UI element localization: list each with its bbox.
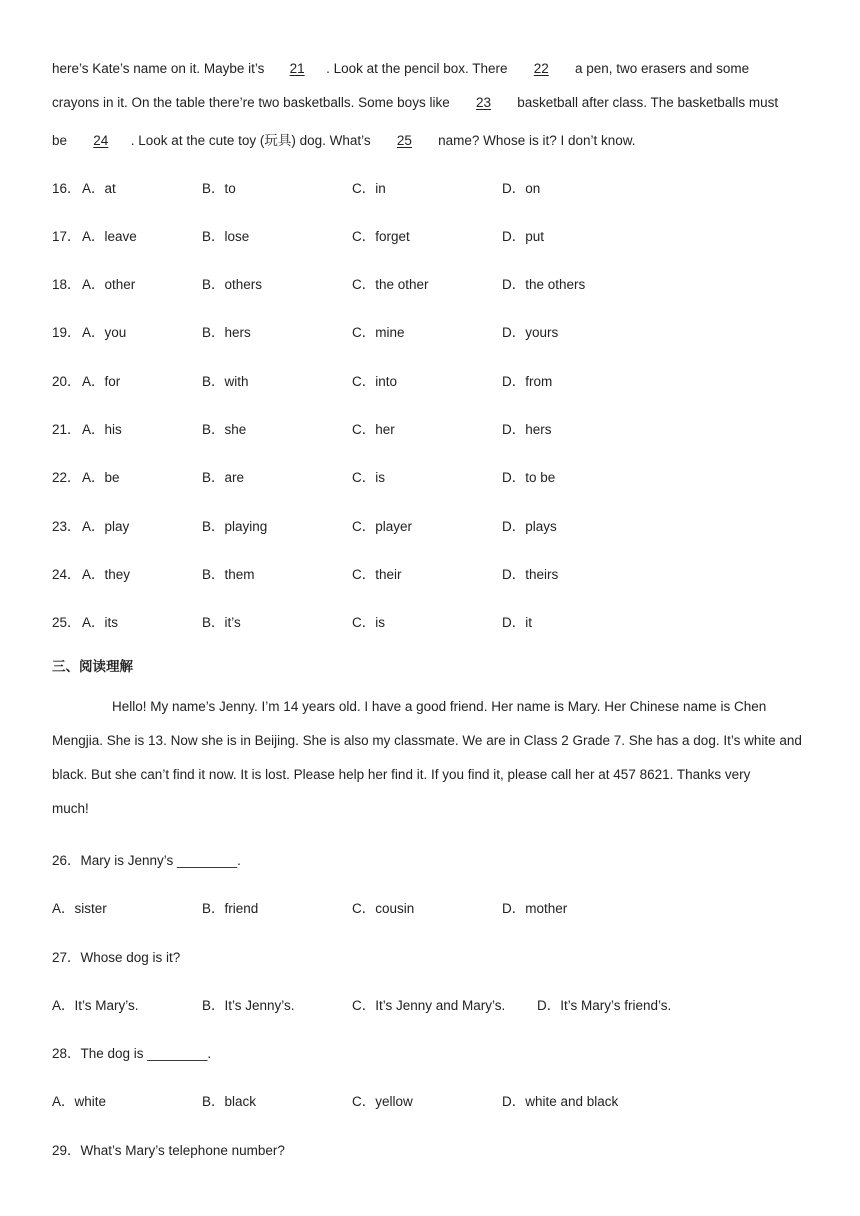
option-d[interactable]: D．to be: [502, 470, 556, 485]
passage-text: be: [52, 133, 71, 148]
option-c[interactable]: C．player: [352, 519, 413, 534]
blank-25: 25: [396, 133, 412, 148]
option-a[interactable]: A．its: [82, 615, 119, 630]
section-title: 三、阅读理解: [52, 659, 133, 674]
option-b[interactable]: B．It’s Jenny’s.: [202, 998, 295, 1013]
question-number: 22．: [52, 470, 81, 485]
question-27-options: [52, 994, 812, 1014]
option-d[interactable]: D．put: [502, 229, 545, 244]
passage-text: a pen, two erasers and some: [571, 61, 750, 76]
option-b[interactable]: B．with: [202, 374, 249, 389]
question-19: [52, 321, 812, 341]
passage-text: . Look at the cute toy (玩具) dog. What’s: [130, 133, 375, 148]
question-16: [52, 177, 812, 197]
question-28-stem: 28．The dog is ________.: [52, 1046, 212, 1061]
option-d[interactable]: D．yours: [502, 325, 559, 340]
option-a[interactable]: A．for: [82, 374, 121, 389]
question-26-options: [52, 897, 812, 917]
blank-24: 24: [93, 133, 109, 148]
question-28-options: [52, 1090, 812, 1110]
passage-text: crayons in it. On the table there’re two basketballs. Some boys like: [52, 95, 454, 110]
passage-line-1: [52, 61, 749, 76]
option-d[interactable]: D．the others: [502, 277, 586, 292]
option-c[interactable]: C．their: [352, 567, 402, 582]
passage-text: basketball after class. The basketballs must: [513, 95, 779, 110]
option-b[interactable]: B．friend: [202, 901, 259, 916]
question-number: 21．: [52, 422, 81, 437]
reading-line-2: Mengjia. She is 13. Now she is in Beijing. She is also my classmate. We are in Class 2 Grade 7. She has a dog. It’s white and: [52, 733, 802, 748]
option-c[interactable]: C．forget: [352, 229, 410, 244]
option-d[interactable]: D．it: [502, 615, 532, 630]
blank-23: 23: [475, 95, 491, 110]
option-a[interactable]: A．leave: [82, 229, 137, 244]
question-24: [52, 563, 812, 583]
option-b[interactable]: B．hers: [202, 325, 251, 340]
option-a[interactable]: A．they: [82, 567, 131, 582]
question-number: 23．: [52, 519, 81, 534]
option-a[interactable]: A．sister: [52, 901, 107, 916]
option-b[interactable]: B．are: [202, 470, 245, 485]
option-b[interactable]: B．them: [202, 567, 255, 582]
passage-text: . Look at the pencil box. There: [326, 61, 512, 76]
option-a[interactable]: A．his: [82, 422, 122, 437]
question-25: [52, 611, 812, 631]
option-d[interactable]: D．theirs: [502, 567, 559, 582]
passage-line-2: [52, 95, 778, 110]
option-a[interactable]: A．at: [82, 181, 116, 196]
option-a[interactable]: A．other: [82, 277, 136, 292]
question-number: 18．: [52, 277, 81, 292]
option-b[interactable]: B．to: [202, 181, 236, 196]
passage-text: here’s Kate’s name on it. Maybe it’s: [52, 61, 269, 76]
option-c[interactable]: C．in: [352, 181, 386, 196]
question-number: 19．: [52, 325, 81, 340]
option-c[interactable]: C．It’s Jenny and Mary’s.: [352, 998, 506, 1013]
question-number: 25．: [52, 615, 81, 630]
question-27-stem: 27．Whose dog is it?: [52, 950, 181, 965]
reading-line-1: Hello! My name’s Jenny. I’m 14 years old. I have a good friend. Her name is Mary. Her Chinese name is Chen: [112, 699, 767, 714]
option-b[interactable]: B．it’s: [202, 615, 241, 630]
option-d[interactable]: D．white and black: [502, 1094, 619, 1109]
option-c[interactable]: C．into: [352, 374, 398, 389]
question-26-stem: 26．Mary is Jenny’s ________.: [52, 853, 241, 868]
question-22: [52, 466, 812, 486]
option-b[interactable]: B．she: [202, 422, 247, 437]
passage-text: name? Whose is it? I don’t know.: [434, 133, 636, 148]
option-d[interactable]: D．from: [502, 374, 553, 389]
question-number: 16．: [52, 181, 81, 196]
reading-line-4: much!: [52, 801, 89, 816]
option-c[interactable]: C．the other: [352, 277, 429, 292]
option-d[interactable]: D．mother: [502, 901, 568, 916]
option-b[interactable]: B．playing: [202, 519, 268, 534]
question-number: 24．: [52, 567, 81, 582]
option-c[interactable]: C．is: [352, 470, 385, 485]
option-d[interactable]: D．plays: [502, 519, 557, 534]
question-20: [52, 370, 812, 390]
reading-line-3: black. But she can’t find it now. It is lost. Please help her find it. If you find it, please call her at 457 8621. Thanks very: [52, 767, 751, 782]
option-a[interactable]: A．play: [82, 519, 130, 534]
option-c[interactable]: C．mine: [352, 325, 405, 340]
question-number: 20．: [52, 374, 81, 389]
passage-line-3: [52, 129, 636, 149]
blank-22: 22: [533, 61, 549, 76]
option-a[interactable]: A．be: [82, 470, 120, 485]
question-18: [52, 273, 812, 293]
blank-21: 21: [289, 61, 305, 76]
option-d[interactable]: D．It’s Mary’s friend’s.: [537, 998, 672, 1013]
question-29-stem: 29．What’s Mary’s telephone number?: [52, 1143, 285, 1158]
option-c[interactable]: C．is: [352, 615, 385, 630]
option-b[interactable]: B．others: [202, 277, 263, 292]
question-number: 17．: [52, 229, 81, 244]
question-21: [52, 418, 812, 438]
option-a[interactable]: A．white: [52, 1094, 107, 1109]
option-d[interactable]: D．on: [502, 181, 541, 196]
option-c[interactable]: C．her: [352, 422, 395, 437]
option-c[interactable]: C．yellow: [352, 1094, 413, 1109]
option-d[interactable]: D．hers: [502, 422, 552, 437]
question-17: [52, 225, 812, 245]
option-a[interactable]: A．It’s Mary’s.: [52, 998, 139, 1013]
question-23: [52, 515, 812, 535]
option-b[interactable]: B．black: [202, 1094, 257, 1109]
option-c[interactable]: C．cousin: [352, 901, 415, 916]
option-b[interactable]: B．lose: [202, 229, 250, 244]
option-a[interactable]: A．you: [82, 325, 127, 340]
